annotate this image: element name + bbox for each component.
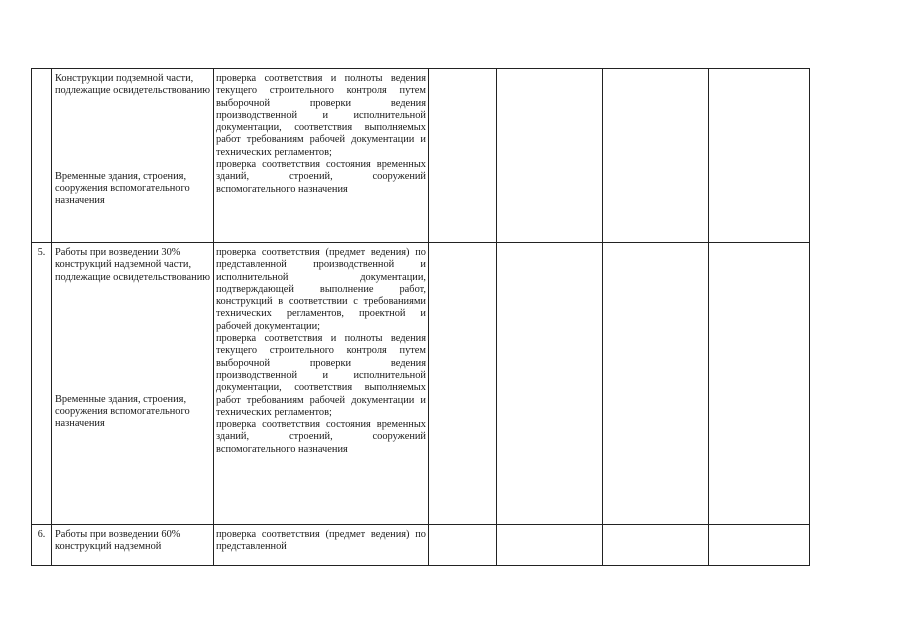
check-item: проверка соответствия и полноты ведения текущего строительного контроля путем выборочной проверки ведения производственной и исполнительной документации, соответствия выполняемых работ требованиям рабочей документации и технических регламентов;	[216, 73, 426, 158]
inspection-table	[31, 68, 810, 566]
row-number	[32, 69, 52, 243]
empty-cell	[603, 243, 709, 525]
row-name	[52, 525, 214, 566]
empty-cell	[429, 69, 497, 243]
empty-cell	[709, 243, 810, 525]
empty-cell	[429, 525, 497, 566]
row-name-secondary: Временные здания, строения, сооружения вспомогательного назначения	[55, 393, 190, 430]
row-number: 5.	[32, 243, 52, 525]
row-checks	[214, 525, 429, 566]
empty-cell	[497, 69, 603, 243]
row-name-primary: Конструкции подземной части, подлежащие освидетельствованию	[55, 73, 211, 97]
empty-cell	[709, 525, 810, 566]
empty-cell	[709, 69, 810, 243]
empty-cell	[603, 525, 709, 566]
check-item: проверка соответствия (предмет ведения) по представленной	[216, 529, 426, 553]
row-checks	[214, 69, 429, 243]
empty-cell	[497, 243, 603, 525]
empty-cell	[429, 243, 497, 525]
check-item: проверка соответствия состояния временных зданий, строений, сооружений вспомогательного назначения	[216, 159, 426, 195]
table-row	[32, 525, 810, 566]
empty-cell	[603, 69, 709, 243]
table-row	[32, 69, 810, 243]
row-checks	[214, 243, 429, 525]
empty-cell	[497, 525, 603, 566]
check-item: проверка соответствия состояния временных зданий, строений, сооружений вспомогательного назначения	[216, 419, 426, 455]
check-item: проверка соответствия и полноты ведения текущего строительного контроля путем выборочной проверки ведения производственной и исполнительной документации, соответствия выполняемых работ требованиям рабочей документации и технических регламентов;	[216, 333, 426, 418]
row-name	[52, 243, 214, 525]
row-name-primary: Работы при возведении 30% конструкций надземной части, подлежащие освидетельствованию	[55, 247, 211, 283]
row-name-primary: Работы при возведении 60% конструкций надземной	[55, 529, 181, 553]
row-name-secondary: Временные здания, строения, сооружения вспомогательного назначения	[55, 170, 190, 207]
row-name	[52, 69, 214, 243]
check-item: проверка соответствия (предмет ведения) по представленной производственной и исполнительной документации, подтверждающей выполнение работ, конструкций в соответствии с требованиями технических регламентов, проектной и рабочей документации;	[216, 247, 426, 332]
row-number: 6.	[32, 525, 52, 566]
table-row	[32, 243, 810, 525]
